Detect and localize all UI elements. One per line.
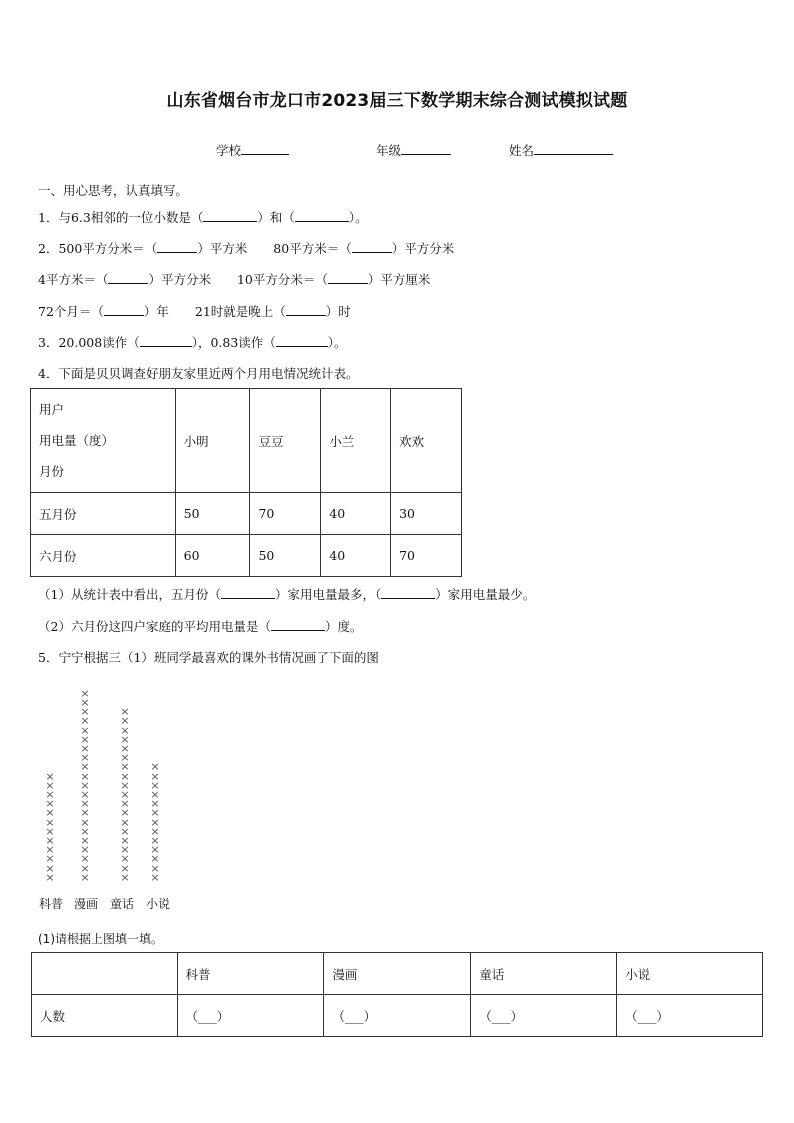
cross-marker-icon: × — [150, 843, 160, 857]
cross-marker-icon: × — [80, 843, 90, 857]
cross-marker-icon: × — [150, 861, 160, 875]
cross-marker-icon: × — [150, 769, 160, 783]
cross-marker-icon: × — [120, 769, 130, 783]
cross-marker-icon: × — [80, 686, 90, 700]
pictograph-column — [44, 769, 56, 884]
q2-text: 21时就是晚上（ — [194, 304, 286, 319]
q2-text: ）平方分米 — [148, 272, 211, 287]
cross-marker-icon: × — [80, 723, 90, 737]
column-header: 小兰 — [321, 389, 391, 493]
corner-usage-label: 用电量（度） — [39, 433, 115, 448]
q2-blank[interactable] — [108, 272, 148, 284]
q2-text: 80平方米＝（ — [273, 241, 352, 256]
q3-text-c: ）。 — [327, 335, 347, 350]
q4-sub1-blank-1[interactable] — [221, 587, 275, 599]
category-label: 科普 — [39, 897, 64, 911]
q4-sub2-blank[interactable] — [271, 619, 325, 631]
column-header: 欢欢 — [391, 389, 462, 493]
table-cell: 60 — [175, 535, 250, 577]
question-4-prompt: 4．下面是贝贝调查好朋友家里近两个月用电情况统计表。 — [38, 366, 359, 381]
category-label: 漫画 — [74, 897, 99, 911]
cross-marker-icon: × — [80, 751, 90, 765]
answer-cell[interactable]: （___） — [617, 995, 763, 1037]
question-3 — [38, 333, 347, 351]
cross-marker-icon: × — [150, 815, 160, 829]
cross-marker-icon: × — [120, 806, 130, 820]
cross-marker-icon: × — [120, 751, 130, 765]
electricity-table — [30, 388, 462, 577]
cross-marker-icon: × — [80, 852, 90, 866]
pictograph-column — [79, 686, 91, 884]
cross-marker-icon: × — [80, 732, 90, 746]
grade-label: 年级 — [376, 143, 402, 158]
name-blank[interactable] — [534, 143, 613, 155]
cross-marker-icon: × — [45, 806, 55, 820]
q2-text: 10平方分米＝（ — [236, 272, 328, 287]
table-cell: 70 — [391, 535, 462, 577]
q4-sub1-text: ）家用电量最多，（ — [274, 587, 382, 602]
column-header: 漫画 — [324, 953, 471, 995]
cross-marker-icon: × — [80, 806, 90, 820]
answer-cell[interactable]: （___） — [177, 995, 324, 1037]
cross-marker-icon: × — [80, 714, 90, 728]
q2-text: ）时 — [325, 304, 351, 319]
cross-marker-icon: × — [120, 705, 130, 719]
cross-marker-icon: × — [45, 788, 55, 801]
category-label: 小说 — [146, 897, 171, 911]
q1-text-c: ）。 — [348, 210, 368, 225]
column-header: 小说 — [617, 953, 763, 995]
q2-text: 72个月＝（ — [38, 304, 104, 319]
q2-text: ）平方米 — [197, 241, 248, 256]
q2-blank[interactable] — [328, 272, 368, 284]
cross-marker-icon: × — [80, 797, 90, 811]
table-row — [31, 493, 462, 535]
cross-marker-icon: × — [150, 834, 160, 848]
cross-marker-icon: × — [80, 742, 90, 756]
school-field — [216, 141, 289, 159]
cross-marker-icon: × — [80, 870, 90, 884]
table-cell: 70 — [250, 493, 321, 535]
cross-marker-icon: × — [150, 797, 160, 811]
cross-marker-icon: × — [80, 696, 90, 709]
q4-sub1-blank-2[interactable] — [381, 587, 435, 599]
corner-user-label: 用户 — [39, 402, 65, 417]
table-cell: 40 — [321, 535, 391, 577]
corner-month-label: 月份 — [39, 464, 65, 479]
cross-marker-icon: × — [150, 760, 160, 774]
cross-marker-icon: × — [45, 778, 55, 792]
column-header: 小明 — [175, 389, 250, 493]
table-corner-cell — [31, 389, 176, 493]
page-title: 山东省烟台市龙口市2023届三下数学期末综合测试模拟试题 — [166, 91, 628, 111]
table-row — [32, 995, 763, 1037]
question-5-prompt: 5．宁宁根据三（1）班同学最喜欢的课外书情况画了下面的图 — [38, 650, 379, 665]
q1-blank-2[interactable] — [295, 210, 349, 222]
cross-marker-icon: × — [80, 824, 90, 838]
answer-cell[interactable]: （___） — [324, 995, 471, 1037]
cross-marker-icon: × — [120, 788, 130, 802]
count-table — [31, 952, 763, 1037]
cross-marker-icon: × — [45, 852, 55, 866]
cross-marker-icon: × — [120, 815, 130, 829]
question-2-line-2 — [38, 270, 430, 288]
cross-marker-icon: × — [120, 778, 130, 792]
q2-blank[interactable] — [104, 304, 144, 316]
question-4-sub-2 — [38, 617, 362, 635]
q2-blank[interactable] — [352, 241, 392, 253]
q2-text: 2．500平方分米＝（ — [38, 241, 158, 256]
cross-marker-icon: × — [80, 788, 90, 802]
table-header-row — [32, 953, 763, 995]
cross-marker-icon: × — [45, 797, 55, 811]
question-2-line-1 — [38, 239, 454, 257]
cross-marker-icon: × — [150, 824, 160, 838]
row-label: 人数 — [32, 995, 178, 1037]
cross-marker-icon: × — [80, 778, 90, 792]
cross-marker-icon: × — [45, 815, 55, 829]
cross-marker-icon: × — [120, 714, 130, 728]
name-label: 姓名 — [509, 143, 535, 158]
cross-marker-icon: × — [120, 760, 130, 774]
q1-blank-1[interactable] — [203, 210, 257, 222]
cross-marker-icon: × — [45, 870, 55, 884]
q3-blank-2[interactable] — [276, 335, 328, 347]
q4-sub2-text: （2）六月份这四户家庭的平均用电量是（ — [38, 619, 271, 634]
cross-marker-icon: × — [45, 769, 55, 783]
q2-blank[interactable] — [157, 241, 197, 253]
cross-marker-icon: × — [150, 788, 160, 801]
cross-marker-icon: × — [150, 870, 160, 884]
grade-blank[interactable] — [401, 143, 451, 155]
cross-marker-icon: × — [120, 742, 130, 755]
q3-blank-1[interactable] — [140, 335, 192, 347]
grade-field — [376, 141, 451, 159]
question-1 — [38, 208, 368, 226]
name-field — [509, 141, 613, 159]
cross-marker-icon: × — [120, 723, 130, 737]
q3-text-b: ），0.83读作（ — [191, 335, 276, 350]
cross-marker-icon: × — [120, 797, 130, 811]
cross-marker-icon: × — [120, 861, 130, 875]
cross-marker-icon: × — [150, 852, 160, 866]
cross-marker-icon: × — [150, 778, 160, 792]
q3-text-a: 3．20.008读作（ — [38, 335, 140, 350]
cross-marker-icon: × — [120, 870, 130, 884]
q4-sub1-text: ）家用电量最少。 — [435, 587, 536, 602]
section-heading: 一、用心思考，认真填写。 — [38, 183, 189, 198]
cross-marker-icon: × — [80, 760, 90, 774]
question-4-sub-1 — [38, 585, 535, 603]
q2-text: ）平方分米 — [391, 241, 455, 256]
table-cell: 40 — [321, 493, 391, 535]
category-label: 童话 — [110, 897, 135, 911]
table-row — [31, 535, 462, 577]
q2-text: 4平方米＝（ — [38, 272, 109, 287]
q4-sub2-text: ）度。 — [324, 619, 363, 634]
cross-marker-icon: × — [45, 824, 55, 838]
q1-text-b: ）和（ — [257, 210, 295, 225]
cross-marker-icon: × — [150, 806, 160, 820]
question-5-sub-1: (1)请根据上图填一填。 — [38, 932, 163, 946]
row-label: 五月份 — [31, 493, 176, 535]
cross-marker-icon: × — [120, 834, 130, 848]
cross-marker-icon: × — [120, 843, 130, 857]
column-header: 科普 — [177, 953, 324, 995]
table-cell: 50 — [175, 493, 250, 535]
q1-text-a: 1．与6.3相邻的一位小数是（ — [38, 210, 204, 225]
answer-cell[interactable]: （___） — [471, 995, 617, 1037]
q2-text: ）年 — [143, 304, 169, 319]
pictograph-column — [149, 762, 161, 882]
cross-marker-icon: × — [80, 705, 90, 719]
cross-marker-icon: × — [120, 732, 130, 746]
cross-marker-icon: × — [45, 843, 55, 857]
table-cell: 50 — [250, 535, 321, 577]
cross-marker-icon: × — [45, 834, 55, 848]
column-header: 豆豆 — [250, 389, 321, 493]
table-header-row — [31, 389, 462, 493]
cross-marker-icon: × — [120, 824, 130, 838]
row-label: 六月份 — [31, 535, 176, 577]
question-2-line-3 — [38, 302, 351, 320]
cross-marker-icon: × — [80, 769, 90, 783]
empty-corner-cell — [32, 953, 178, 995]
cross-marker-icon: × — [80, 861, 90, 875]
cross-marker-icon: × — [45, 861, 55, 875]
table-cell: 30 — [391, 493, 462, 535]
cross-marker-icon: × — [80, 834, 90, 848]
pictograph-column — [119, 707, 131, 882]
q2-blank[interactable] — [286, 304, 326, 316]
school-label: 学校 — [216, 143, 242, 158]
q2-text: ）平方厘米 — [367, 272, 431, 287]
cross-marker-icon: × — [80, 815, 90, 829]
column-header: 童话 — [471, 953, 617, 995]
q4-sub1-text: （1）从统计表中看出，五月份（ — [38, 587, 221, 602]
school-blank[interactable] — [241, 143, 289, 155]
cross-marker-icon: × — [120, 852, 130, 866]
